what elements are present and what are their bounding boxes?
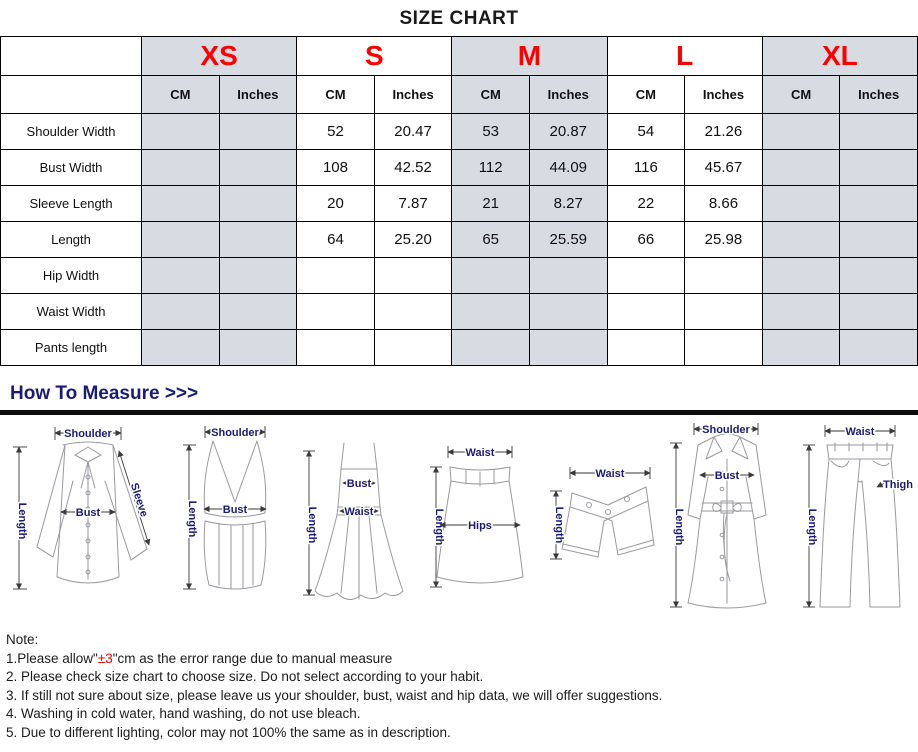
shorts-figure — [542, 417, 662, 621]
value-cell: 112 — [452, 150, 530, 186]
page-title: SIZE CHART — [399, 8, 519, 29]
value-cell — [762, 222, 840, 258]
value-cell: 7.87 — [374, 186, 452, 222]
value-cell — [529, 330, 607, 366]
size-header-xs: XS — [142, 37, 297, 76]
value-cell — [219, 294, 297, 330]
dress-bust-label: Bust — [347, 478, 372, 490]
value-cell: 116 — [607, 150, 685, 186]
size-header-l: L — [607, 37, 762, 76]
value-cell — [374, 330, 452, 366]
value-cell — [529, 258, 607, 294]
unit-header-cm: CM — [607, 76, 685, 114]
value-cell — [607, 258, 685, 294]
value-cell: 65 — [452, 222, 530, 258]
skirt-figure — [424, 417, 539, 621]
note-item-4: 4. Washing in cold water, hand washing, do not use bleach. — [6, 706, 361, 721]
notes-heading: Note: — [6, 632, 39, 647]
row-label: Sleeve Length — [1, 186, 142, 222]
table-row — [1, 258, 918, 294]
value-cell: 66 — [607, 222, 685, 258]
coat-figure — [664, 417, 789, 621]
value-cell: 8.27 — [529, 186, 607, 222]
corner-cell — [1, 37, 142, 76]
table-row — [1, 294, 918, 330]
value-cell — [762, 150, 840, 186]
value-cell: 22 — [607, 186, 685, 222]
table-row — [1, 222, 918, 258]
value-cell — [762, 114, 840, 150]
value-cell: 108 — [297, 150, 375, 186]
value-cell — [374, 294, 452, 330]
blouse-bust-label: Bust — [75, 507, 101, 519]
blouse-sleeve-label: Sleeve — [127, 481, 150, 519]
value-cell — [142, 186, 220, 222]
value-cell: 21 — [452, 186, 530, 222]
unit-header-inches: Inches — [840, 76, 918, 114]
value-cell — [297, 330, 375, 366]
unit-header-cm: CM — [762, 76, 840, 114]
note-item-2: 2. Please check size chart to choose size. Do not select according to your habit. — [6, 669, 484, 684]
value-cell: 45.67 — [685, 150, 763, 186]
value-cell — [219, 222, 297, 258]
value-cell — [840, 222, 918, 258]
notes-section — [0, 623, 918, 742]
unit-header-inches: Inches — [219, 76, 297, 114]
value-cell: 52 — [297, 114, 375, 150]
value-cell — [840, 186, 918, 222]
row-label: Shoulder Width — [1, 114, 142, 150]
value-cell — [685, 258, 763, 294]
tank-bust-label: Bust — [222, 504, 248, 516]
size-chart-table — [0, 36, 918, 366]
value-cell: 25.59 — [529, 222, 607, 258]
value-cell — [142, 330, 220, 366]
value-cell — [219, 330, 297, 366]
pants-waist-label: Waist — [845, 426, 875, 438]
unit-header-row — [1, 76, 918, 114]
value-cell: 25.20 — [374, 222, 452, 258]
value-cell — [142, 258, 220, 294]
value-cell — [762, 330, 840, 366]
value-cell — [142, 222, 220, 258]
value-cell: 42.52 — [374, 150, 452, 186]
blouse-shoulder-label: Shoulder — [64, 428, 112, 440]
value-cell: 64 — [297, 222, 375, 258]
shorts-waist-label: Waist — [595, 468, 625, 480]
corner-cell — [1, 76, 142, 114]
table-row — [1, 150, 918, 186]
table-row — [1, 330, 918, 366]
tank-length-label: Length — [186, 500, 199, 538]
size-table-body — [1, 114, 918, 366]
value-cell — [762, 186, 840, 222]
skirt-waist-label: Waist — [466, 447, 495, 459]
value-cell: 20.47 — [374, 114, 452, 150]
size-header-m: M — [452, 37, 607, 76]
blouse-figure — [3, 417, 173, 621]
value-cell — [840, 114, 918, 150]
table-row — [1, 186, 918, 222]
blouse-length-label: Length — [16, 502, 28, 540]
note-item-1: 1.Please allow"±3"cm as the error range due to manual measure — [6, 650, 393, 666]
value-cell: 53 — [452, 114, 530, 150]
row-label: Bust Width — [1, 150, 142, 186]
unit-header-inches: Inches — [685, 76, 763, 114]
size-header-xl: XL — [762, 37, 917, 76]
size-header-row — [1, 37, 918, 76]
note-item-5: 5. Due to different lighting, color may not 100% the same as in description. — [6, 724, 451, 740]
row-label: Hip Width — [1, 258, 142, 294]
value-cell — [685, 330, 763, 366]
value-cell — [374, 258, 452, 294]
measure-figures — [0, 415, 918, 623]
table-row — [1, 114, 918, 150]
value-cell — [607, 330, 685, 366]
value-cell — [219, 114, 297, 150]
value-cell — [452, 294, 530, 330]
value-cell — [762, 294, 840, 330]
skirt-length-label: Length — [433, 508, 446, 546]
row-label: Length — [1, 222, 142, 258]
pants-figure — [791, 417, 915, 621]
dress-figure — [297, 417, 422, 621]
value-cell — [762, 258, 840, 294]
pants-thigh-label: Thigh — [883, 479, 913, 491]
value-cell — [142, 114, 220, 150]
value-cell: 20 — [297, 186, 375, 222]
unit-header-inches: Inches — [529, 76, 607, 114]
value-cell — [452, 330, 530, 366]
value-cell — [685, 294, 763, 330]
value-cell — [840, 294, 918, 330]
pants-length-label: Length — [805, 508, 818, 546]
coat-shoulder-label: Shoulder — [701, 424, 750, 436]
value-cell: 8.66 — [685, 186, 763, 222]
shorts-length-label: Length — [552, 506, 565, 544]
value-cell — [607, 294, 685, 330]
value-cell — [297, 258, 375, 294]
size-header-s: S — [297, 37, 452, 76]
row-label: Waist Width — [1, 294, 142, 330]
value-cell — [142, 150, 220, 186]
value-cell — [219, 150, 297, 186]
coat-bust-label: Bust — [714, 470, 740, 482]
how-to-measure-heading: How To Measure >>> — [10, 383, 199, 404]
unit-header-cm: CM — [142, 76, 220, 114]
value-cell: 21.26 — [685, 114, 763, 150]
row-label: Pants length — [1, 330, 142, 366]
error-range-value: ±3 — [97, 650, 113, 666]
value-cell: 54 — [607, 114, 685, 150]
value-cell — [219, 258, 297, 294]
value-cell — [452, 258, 530, 294]
dress-waist-label: Waist — [344, 506, 374, 518]
value-cell — [840, 150, 918, 186]
skirt-hips-label: Hips — [468, 520, 493, 532]
value-cell: 25.98 — [685, 222, 763, 258]
tank-top-figure — [175, 417, 295, 621]
value-cell — [219, 186, 297, 222]
value-cell — [840, 258, 918, 294]
value-cell — [142, 294, 220, 330]
tank-shoulder-label: Shoulder — [211, 427, 259, 439]
value-cell — [529, 294, 607, 330]
coat-length-label: Length — [672, 508, 685, 546]
value-cell — [840, 330, 918, 366]
unit-header-inches: Inches — [374, 76, 452, 114]
note-item-3: 3. If still not sure about size, please leave us your shoulder, bust, waist and hip data, we will offer suggestions. — [6, 687, 663, 703]
value-cell — [297, 294, 375, 330]
unit-header-cm: CM — [452, 76, 530, 114]
dress-length-label: Length — [306, 506, 319, 544]
value-cell: 20.87 — [529, 114, 607, 150]
unit-header-cm: CM — [297, 76, 375, 114]
value-cell: 44.09 — [529, 150, 607, 186]
